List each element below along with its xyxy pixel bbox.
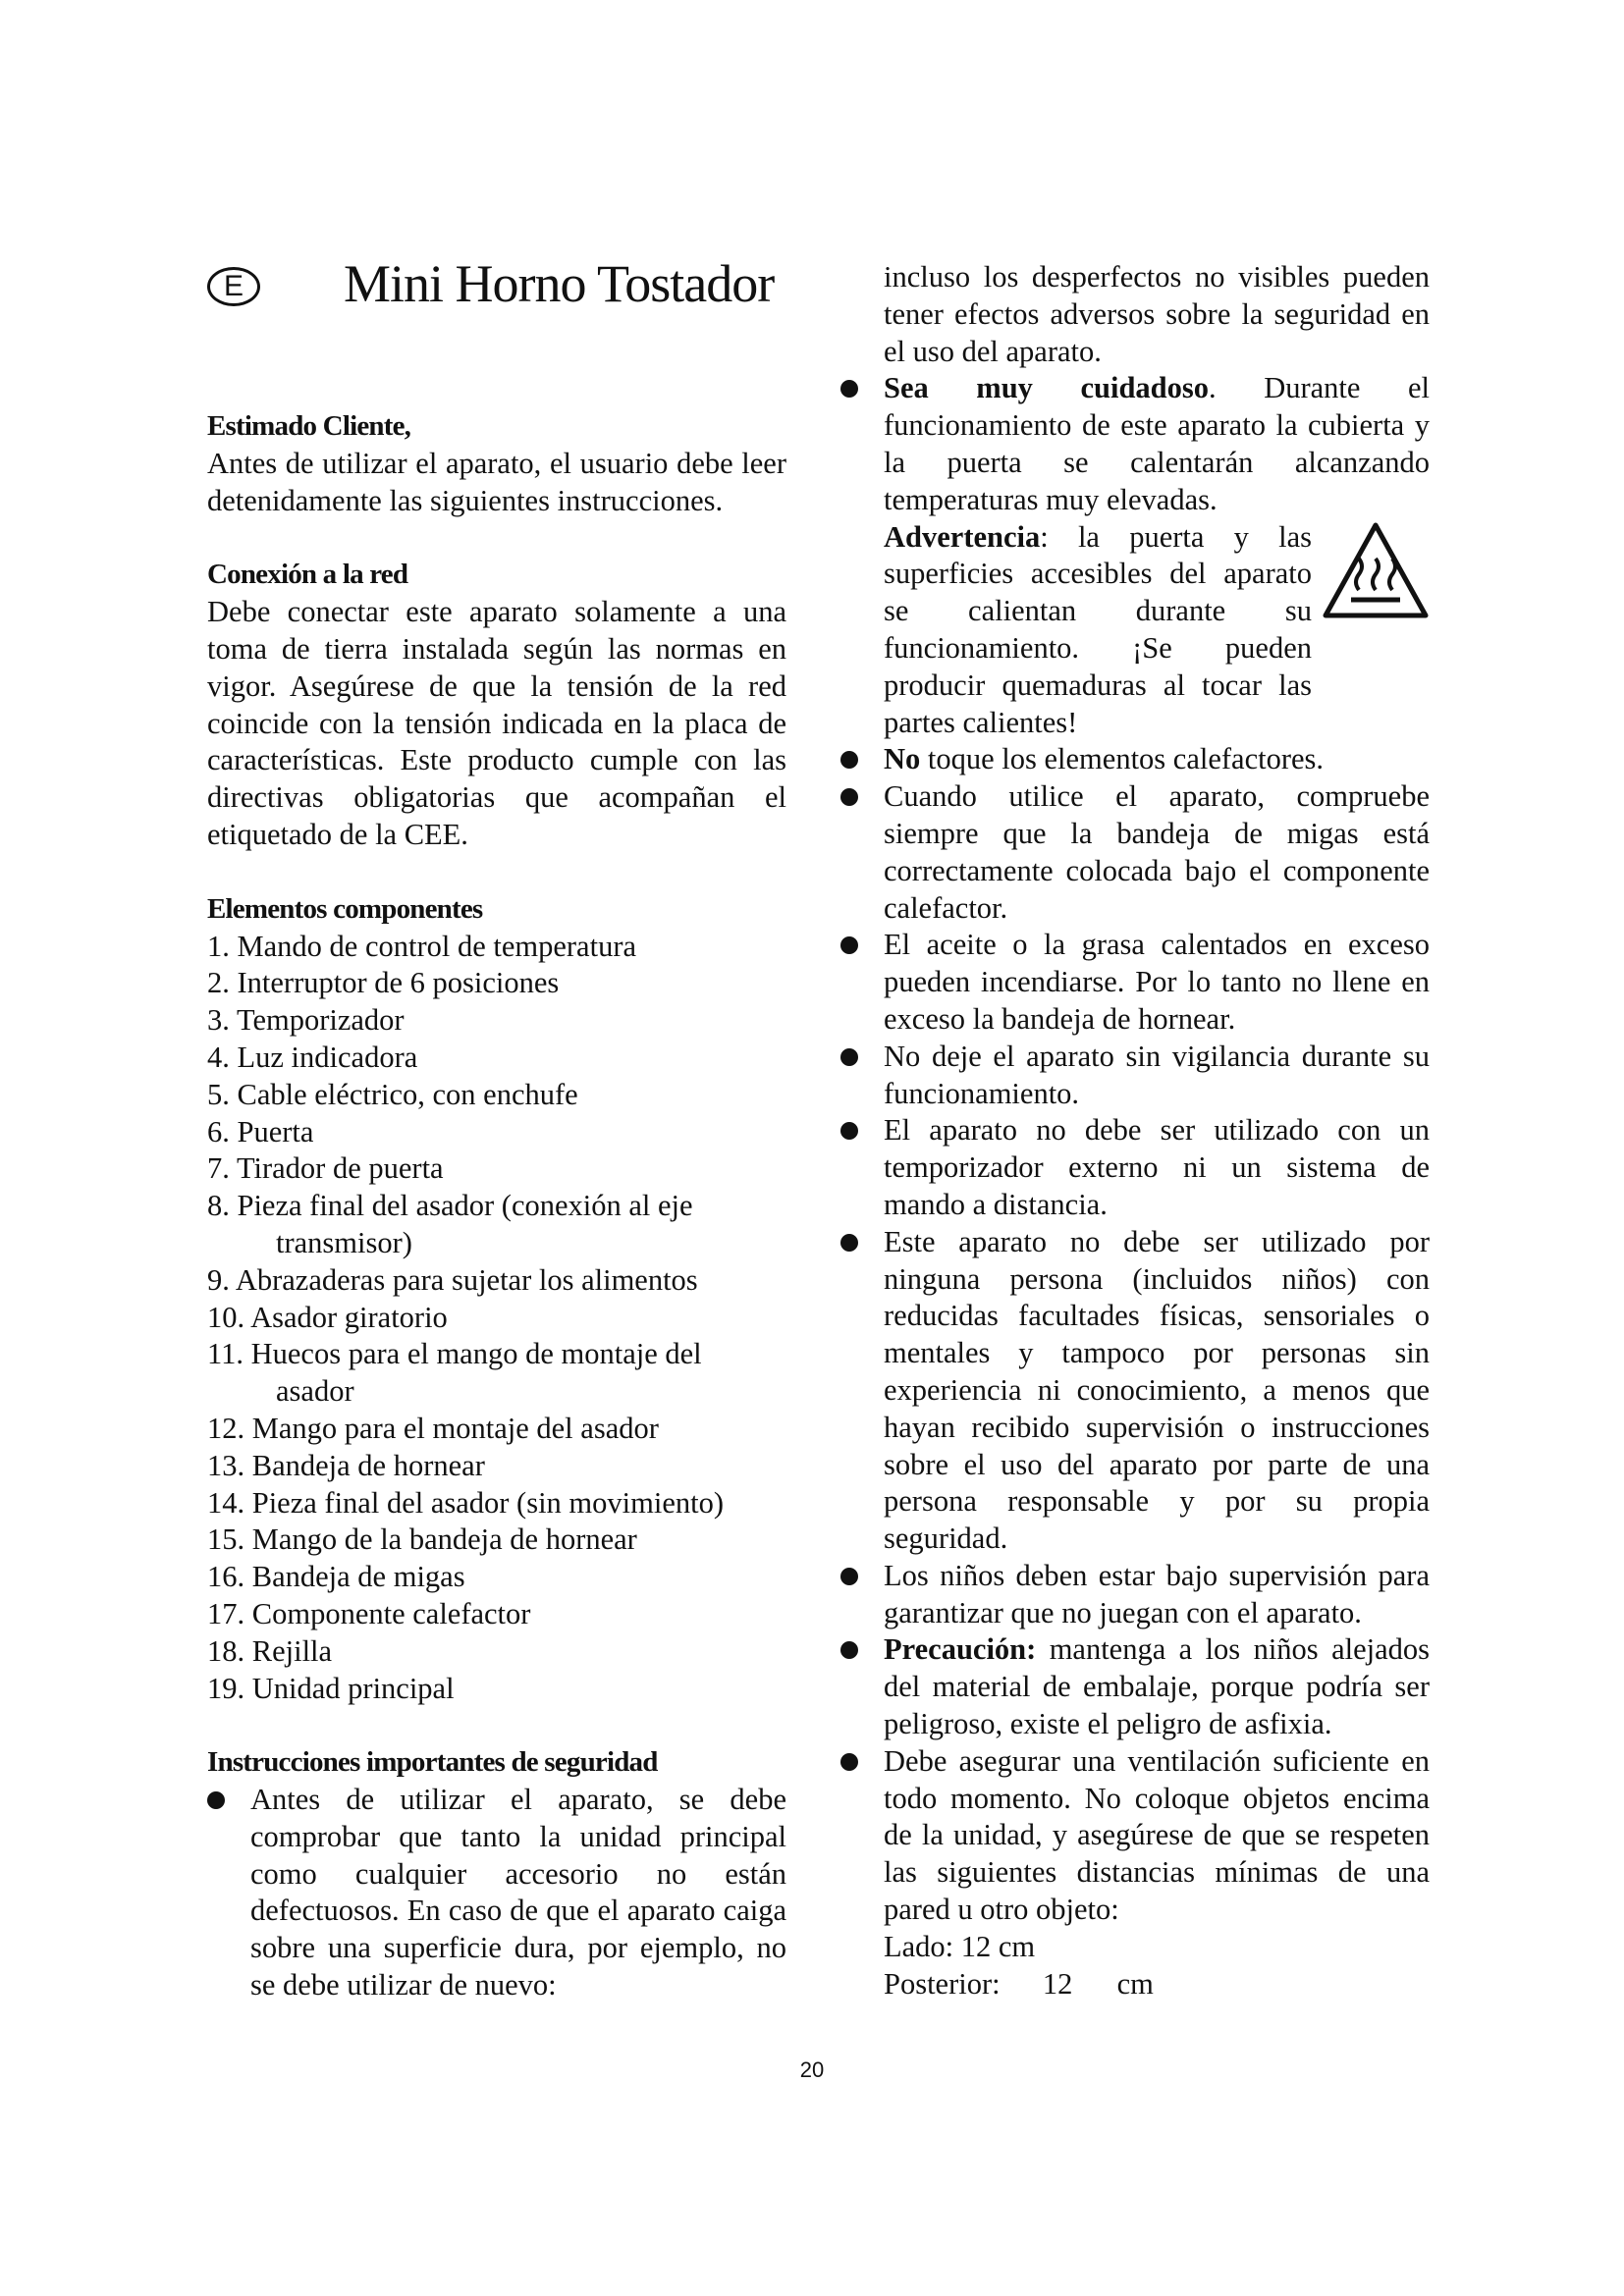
bullet-icon (840, 1122, 858, 1140)
components-heading: Elementos componentes (207, 892, 483, 925)
bullet-icon (207, 1791, 225, 1809)
no-bold: No (884, 742, 921, 776)
bullet-icon (840, 1641, 858, 1659)
right-column (840, 259, 1430, 2002)
bullet-icon (840, 936, 858, 954)
careful-bullet (840, 370, 1430, 518)
warning-bold: Advertencia (884, 519, 1041, 554)
warning-block (840, 519, 1430, 742)
careful-text: . Durante el funcionamiento de este aparato la cubierta y la puerta se calentarán alcanzando temperaturas muy elevadas. (884, 371, 1431, 516)
greeting-text: Antes de utilizar el aparato, el usuario debe leer detenidamente las siguientes instrucciones. (207, 446, 786, 517)
list-item: 12. Mango para el montaje del asador (207, 1411, 659, 1445)
list-item: 16. Bandeja de migas (207, 1560, 465, 1594)
precaution-text: mantenga a los niños alejados del material de embalaje, porque podría ser peligroso, existe el peligro de asfixia. (884, 1632, 1430, 1741)
list-item: No deje el aparato sin vigilancia durante su funcionamiento. (840, 1039, 1430, 1113)
precaution-bullet (840, 1631, 1430, 1742)
language-badge (207, 267, 260, 306)
careful-bold: Sea muy cuidadoso (884, 371, 1210, 405)
rear-unit: cm (1116, 1966, 1154, 2001)
rear-label: Posterior: (884, 1966, 1001, 2001)
bullet-icon (840, 751, 858, 769)
precaution-bold: Precaución: (884, 1632, 1037, 1667)
bullet-icon (840, 1234, 858, 1252)
list-item: 18. Rejilla (207, 1633, 333, 1668)
list-item-continuation: transmisor) (276, 1225, 412, 1259)
list-item: 15. Mango de la bandeja de hornear (207, 1522, 637, 1557)
list-item: 9. Abrazaderas para sujetar los alimentos (207, 1262, 698, 1297)
list-item: 8. Pieza final del asador (conexión al eje (207, 1189, 693, 1223)
safety-bullet-text: Antes de utilizar el aparato, se debe comprobar que tanto la unidad principal como cualquier accesorio no están defectuosos. En caso de que el aparato caiga sobre una superficie dura, por ejemplo, no se debe utilizar de nuevo: (250, 1783, 786, 2002)
hot-surface-warning-icon (1322, 521, 1430, 619)
safety-bullet (207, 1782, 786, 2004)
list-item: 2. Interruptor de 6 posiciones (207, 966, 560, 1000)
list-item: Los niños deben estar bajo supervisión para garantizar que no juegan con el aparato. (840, 1558, 1430, 1632)
language-code: E (223, 270, 244, 302)
no-text: toque los elementos calefactores. (920, 742, 1325, 776)
continuation-text: incluso los desperfectos no visibles pueden tener efectos adversos sobre la seguridad en el uso del aparato. (884, 260, 1430, 368)
list-item: 19. Unidad principal (207, 1671, 455, 1705)
left-column (207, 408, 786, 2004)
connection-text: Debe conectar este aparato solamente a una toma de tierra instalada según las normas en vigor. Asegúrese de que la tensión de la red coincide con la tensión indicada en la placa de características. Este producto cumple con las directivas obligatorias que acompañan el etiquetado de la CEE. (207, 595, 786, 851)
list-item: 13. Bandeja de hornear (207, 1448, 485, 1482)
list-item: 4. Luz indicadora (207, 1040, 418, 1074)
safety-heading: Instrucciones importantes de seguridad (207, 1746, 658, 1779)
ventilation-text: Debe asegurar una ventilación suficiente en todo momento. No coloque objetos encima de la unidad, y asegúrese de que se respeten las siguientes distancias mínimas de una pared u otro objeto: (884, 1743, 1430, 1927)
page-number: 20 (799, 2057, 825, 2082)
list-item: Este aparato no debe ser utilizado por ninguna persona (incluidos niños) con reducidas facultades físicas, sensoriales o mentales y tampoco por personas sin experiencia ni conocimiento, a menos que hayan recibido supervisión o instrucciones sobre el uso del aparato por parte de una persona responsable y por su propia seguridad. (840, 1224, 1430, 1558)
list-item: 14. Pieza final del asador (sin movimiento) (207, 1485, 724, 1520)
list-item: 10. Asador giratorio (207, 1300, 448, 1334)
no-touch-bullet (840, 741, 1430, 778)
list-item: El aceite o la grasa calentados en exceso pueden incendiarse. Por lo tanto no llene en exceso la bandeja de hornear. (840, 927, 1430, 1038)
bullet-icon (840, 1568, 858, 1585)
list-item: 3. Temporizador (207, 1003, 405, 1038)
side-distance: Lado: 12 cm (884, 1929, 1036, 1963)
list-item: 1. Mando de control de temperatura (207, 929, 637, 963)
rear-value: 12 (1042, 1966, 1073, 2001)
warning-text: : la puerta y las superficies accesibles del aparato se calientan durante su funcionamiento. ¡Se pueden producir quemaduras al tocar las partes calientes! (884, 519, 1312, 739)
rear-distance (840, 1966, 1430, 2003)
bullet-icon (840, 1048, 858, 1066)
bullet-icon (840, 788, 858, 806)
greeting-heading: Estimado Cliente, (207, 410, 411, 442)
connection-heading: Conexión a la red (207, 559, 408, 591)
list-item-continuation: asador (276, 1374, 354, 1409)
list-item: El aparato no debe ser utilizado con un temporizador externo ni un sistema de mando a distancia. (840, 1112, 1430, 1223)
list-item: 11. Huecos para el mango de montaje del (207, 1337, 702, 1371)
bullet-icon (840, 380, 858, 398)
ventilation-bullet (840, 1743, 1430, 1929)
components-list (207, 929, 786, 1708)
bullet-icon (840, 1753, 858, 1771)
list-item: 6. Puerta (207, 1114, 314, 1148)
page-title: Mini Horno Tostador (344, 254, 775, 313)
list-item: 7. Tirador de puerta (207, 1151, 444, 1186)
list-item: 17. Componente calefactor (207, 1596, 531, 1630)
list-item: Cuando utilice el aparato, compruebe siempre que la bandeja de migas está correctamente colocada bajo el componente calefactor. (840, 778, 1430, 927)
list-item: 5. Cable eléctrico, con enchufe (207, 1077, 578, 1111)
